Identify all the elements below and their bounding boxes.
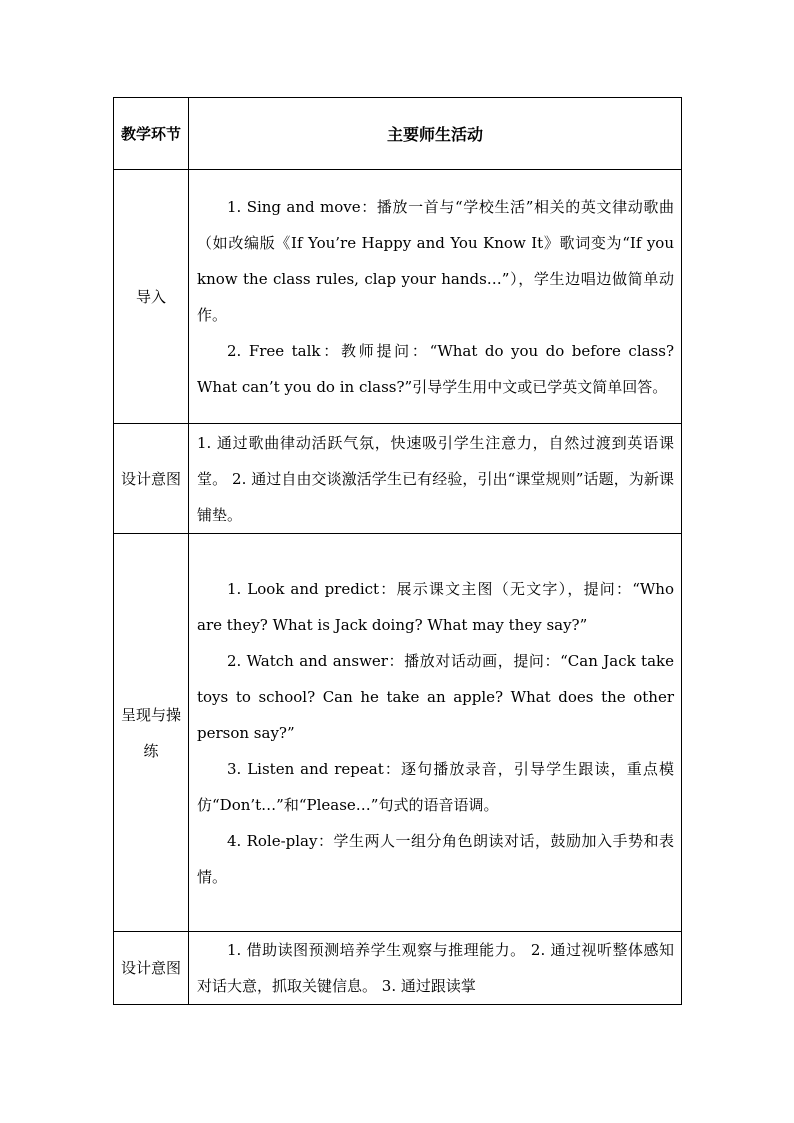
activity-paragraph: 2. Watch and answer：播放对话动画，提问：“Can Jack take toys to school? Can he take an apple? What does the other person say?” (197, 651, 674, 742)
activity-paragraph: 3. Listen and repeat：逐句播放录音，引导学生跟读，重点模仿“Don’t…”和“Please…”句式的语音语调。 (197, 759, 674, 814)
activity-cell-presentation (189, 534, 682, 932)
activity-header-cell: 主要师生活动 (189, 98, 682, 170)
activity-paragraph: 2. Free talk：教师提问：“What do you do before class? What can’t you do in class?”引导学生用中文或已学英文简单回答。 (197, 341, 674, 396)
lesson-plan-table (113, 97, 682, 1005)
stage-cell-design-intent: 设计意图 (114, 424, 189, 534)
table-header-row (114, 98, 682, 170)
design-intent-cell (189, 424, 682, 534)
design-intent-clip (197, 932, 674, 1004)
activity-paragraph: 1. Look and predict：展示课文主图（无文字），提问：“Who are they? What is Jack doing? What may they say?” (197, 579, 674, 634)
stage-header-cell: 教学环节 (114, 98, 189, 170)
stage-cell-design-intent: 设计意图 (114, 932, 189, 1005)
design-intent-text: 1. 通过歌曲律动活跃气氛，快速吸引学生注意力，自然过渡到英语课堂。 2. 通过自由交谈激活学生已有经验，引出“课堂规则”话题，为新课铺垫。 (197, 433, 674, 524)
activity-paragraph: 1. Sing and move：播放一首与“学校生活”相关的英文律动歌曲（如改编版《If You’re Happy and You Know It》歌词变为“If you know the class rules, clap your hands…”），学生边唱边做简单动作。 (197, 197, 674, 324)
table-row (114, 424, 682, 534)
design-intent-text: 1. 借助读图预测培养学生观察与推理能力。 2. 通过视听整体感知对话大意，抓取关键信息。 3. 通过跟读掌 (197, 941, 674, 995)
stage-cell-presentation: 呈现与操练 (114, 534, 189, 932)
design-intent-cell (189, 932, 682, 1005)
activity-paragraph: 4. Role-play：学生两人一组分角色朗读对话，鼓励加入手势和表情。 (197, 831, 674, 886)
table-row (114, 170, 682, 424)
table-row (114, 932, 682, 1005)
table-row (114, 534, 682, 932)
activity-cell-intro (189, 170, 682, 424)
stage-cell-intro: 导入 (114, 170, 189, 424)
